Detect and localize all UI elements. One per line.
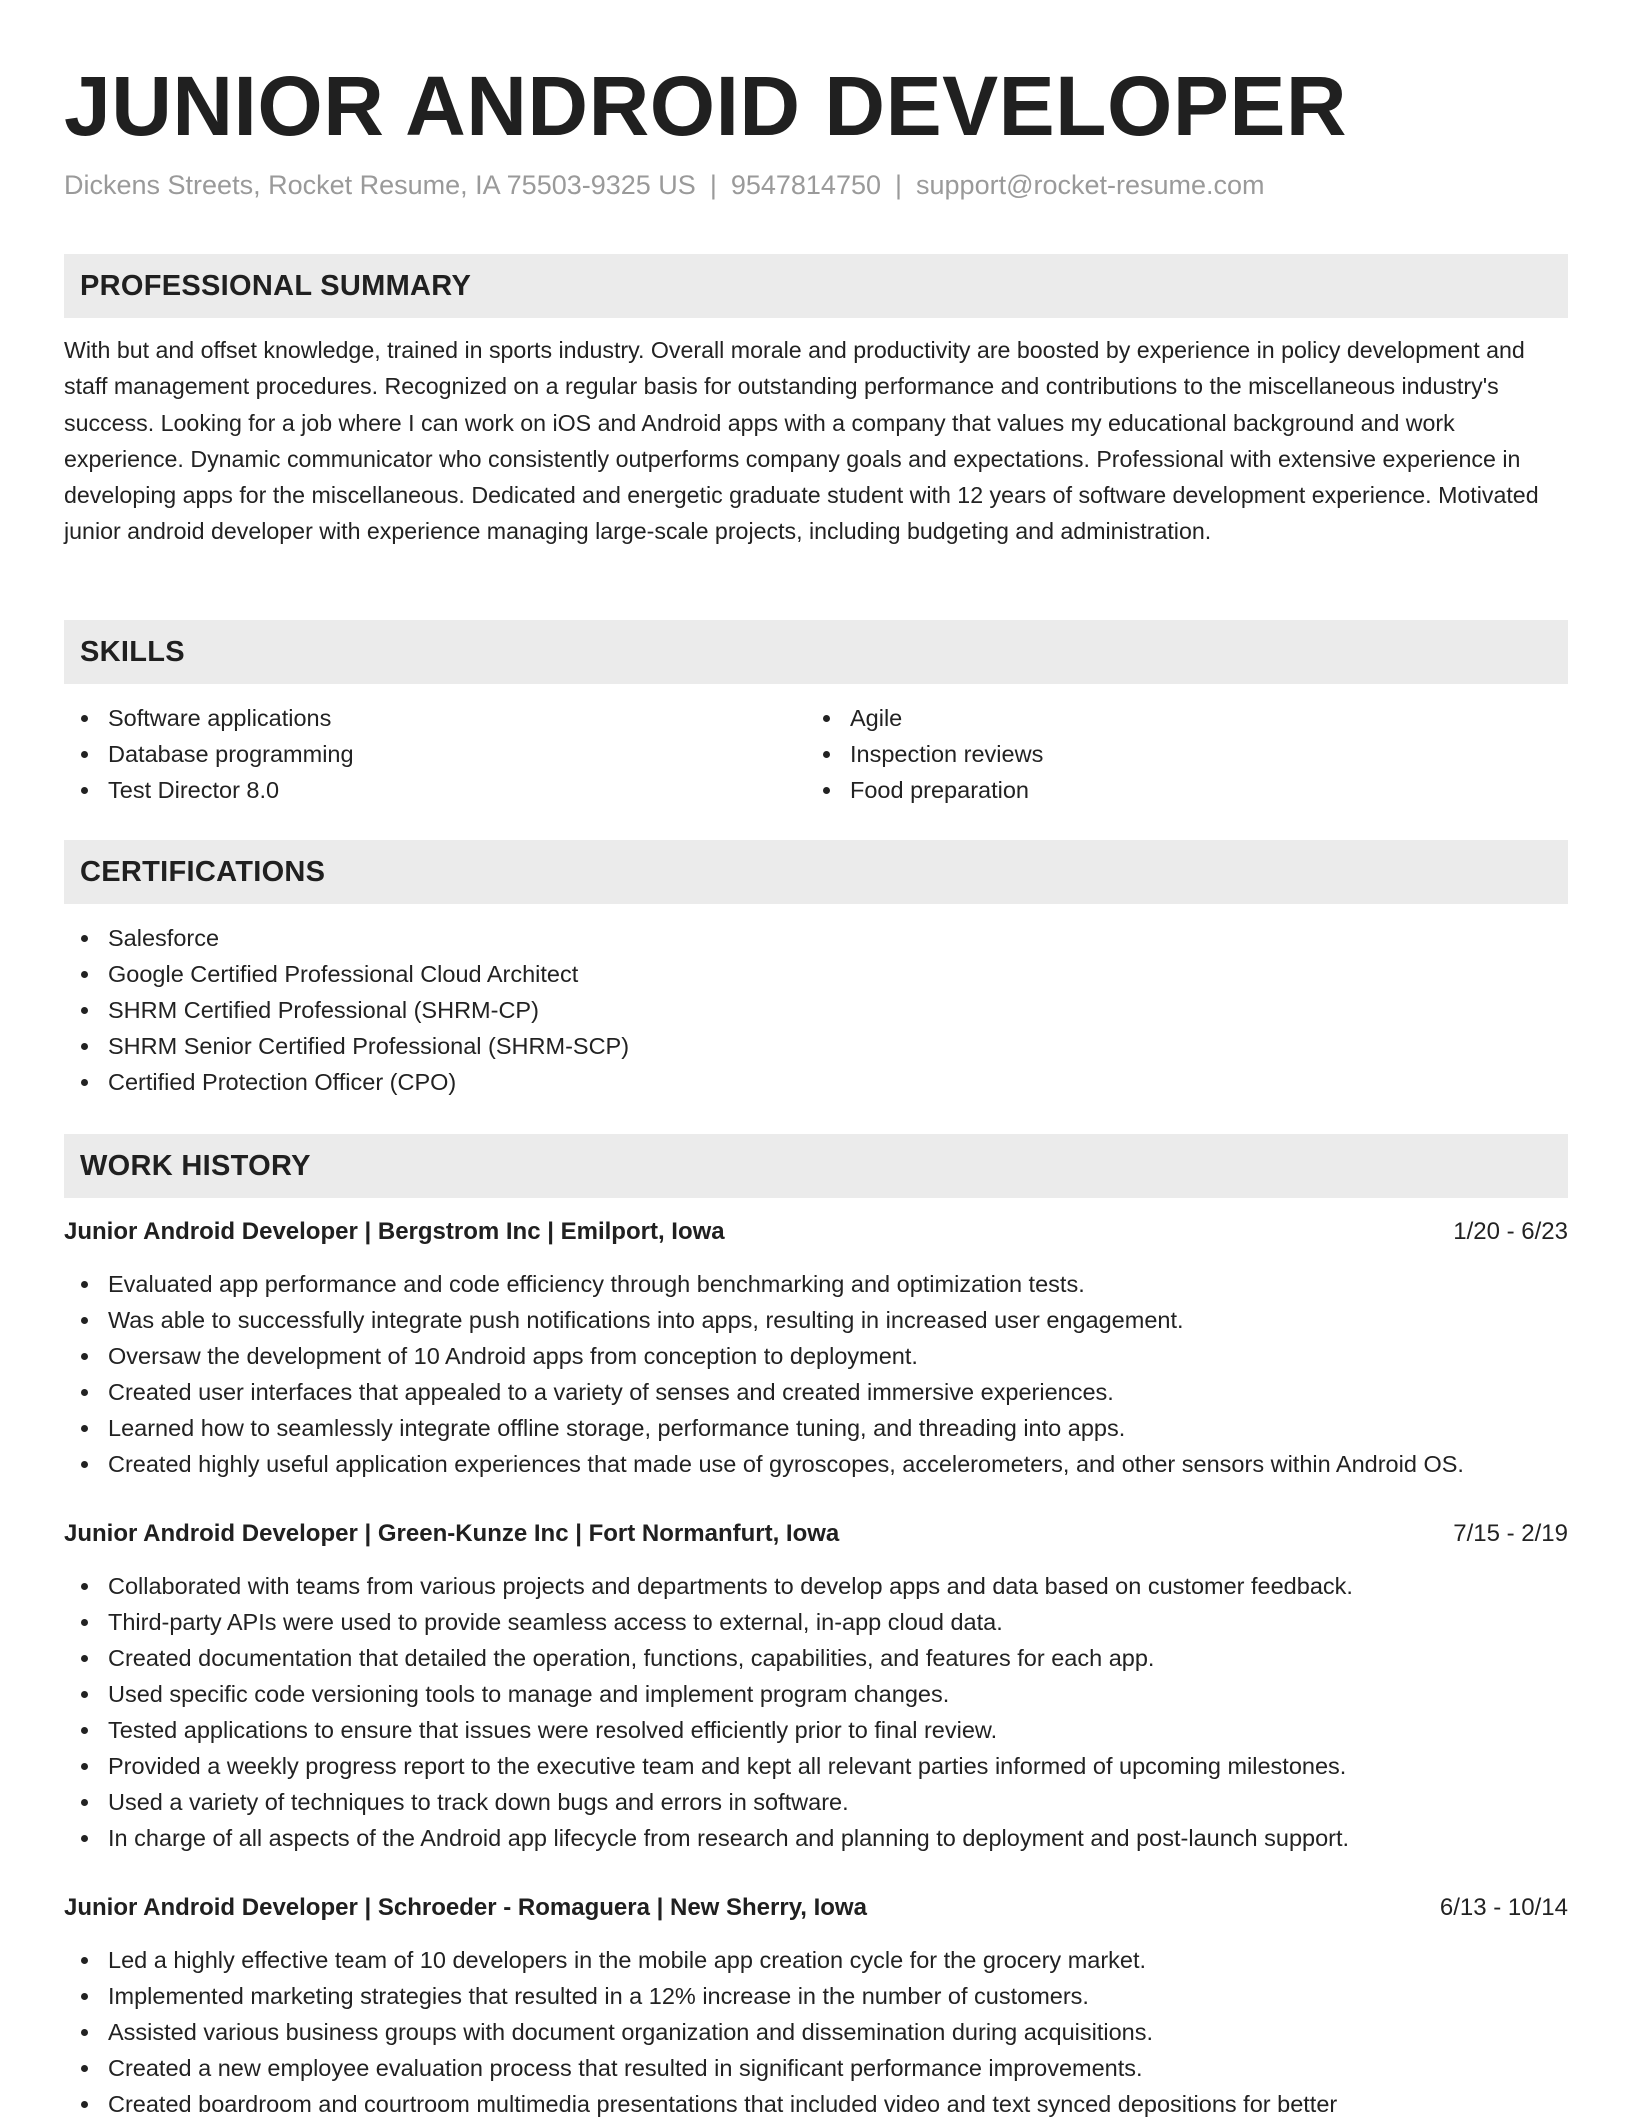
- skills-section: [64, 620, 1568, 808]
- skills-list-right: [806, 700, 1548, 808]
- job-bullets: [64, 1266, 1568, 1482]
- certifications-heading: CERTIFICATIONS: [64, 840, 1568, 904]
- job-bullet: Was able to successfully integrate push notifications into apps, resulting in increased user engagement.: [64, 1302, 1568, 1338]
- skill-item: Food preparation: [806, 772, 1548, 808]
- job-bullet: Collaborated with teams from various projects and departments to develop apps and data based on customer feedback.: [64, 1568, 1568, 1604]
- job-bullet: Provided a weekly progress report to the executive team and kept all relevant parties informed of upcoming milestones.: [64, 1748, 1568, 1784]
- job-dates: 6/13 - 10/14: [1439, 1894, 1568, 1921]
- job-bullet: Created a new employee evaluation process that resulted in significant performance improvements.: [64, 2050, 1568, 2086]
- job-header: [64, 1214, 1568, 1250]
- job-entry: [64, 1516, 1568, 1856]
- job-bullet: Used a variety of techniques to track down bugs and errors in software.: [64, 1784, 1568, 1820]
- job-bullet: Created boardroom and courtroom multimedia presentations that included video and text synced depositions for better: [64, 2086, 1568, 2122]
- candidate-name: JUNIOR ANDROID DEVELOPER: [64, 59, 1348, 153]
- job-bullet: Tested applications to ensure that issues were resolved efficiently prior to final review.: [64, 1712, 1568, 1748]
- contact-address: Dickens Streets, Rocket Resume, IA 75503-9325 US: [64, 170, 696, 200]
- certification-item: Salesforce: [64, 920, 1568, 956]
- summary-section: [64, 254, 1568, 550]
- skill-item: Database programming: [64, 736, 806, 772]
- work-history-section: [64, 1134, 1568, 2122]
- certification-item: SHRM Certified Professional (SHRM-CP): [64, 992, 1568, 1028]
- job-entry: [64, 1890, 1568, 2122]
- job-bullet: Created documentation that detailed the operation, functions, capabilities, and features for each app.: [64, 1640, 1568, 1676]
- skill-item: Test Director 8.0: [64, 772, 806, 808]
- skill-item: Inspection reviews: [806, 736, 1548, 772]
- certification-item: SHRM Senior Certified Professional (SHRM-SCP): [64, 1028, 1568, 1064]
- job-entry: [64, 1214, 1568, 1482]
- certifications-list: [64, 920, 1568, 1100]
- job-dates: 1/20 - 6/23: [1453, 1218, 1568, 1245]
- certifications-section: [64, 840, 1568, 1100]
- job-bullet: Assisted various business groups with document organization and dissemination during acquisitions.: [64, 2014, 1568, 2050]
- job-bullets: [64, 1942, 1568, 2122]
- job-bullet: Used specific code versioning tools to manage and implement program changes.: [64, 1676, 1568, 1712]
- skills-list-left: [64, 700, 806, 808]
- job-header: [64, 1890, 1568, 1926]
- skill-item: Agile: [806, 700, 1548, 736]
- contact-separator: |: [895, 170, 903, 200]
- contact-phone: 9547814750: [730, 170, 881, 200]
- job-title: Junior Android Developer | Schroeder - Romaguera | New Sherry, Iowa: [64, 1894, 867, 1921]
- skills-heading: SKILLS: [64, 620, 1568, 684]
- resume-page: [64, 0, 1568, 2117]
- job-header: [64, 1516, 1568, 1552]
- job-bullets: [64, 1568, 1568, 1856]
- summary-heading: PROFESSIONAL SUMMARY: [64, 254, 1568, 318]
- job-bullet: Oversaw the development of 10 Android apps from conception to deployment.: [64, 1338, 1568, 1374]
- certification-item: Google Certified Professional Cloud Architect: [64, 956, 1568, 992]
- job-bullet: Led a highly effective team of 10 developers in the mobile app creation cycle for the grocery market.: [64, 1942, 1568, 1978]
- contact-separator: |: [709, 170, 717, 200]
- contact-line: [64, 168, 1568, 202]
- job-bullet: Created highly useful application experiences that made use of gyroscopes, accelerometers, and other sensors within Android OS.: [64, 1446, 1568, 1482]
- job-bullet: Evaluated app performance and code efficiency through benchmarking and optimization tests.: [64, 1266, 1568, 1302]
- skills-columns: [64, 700, 1568, 808]
- job-dates: 7/15 - 2/19: [1453, 1520, 1568, 1547]
- job-bullet: Implemented marketing strategies that resulted in a 12% increase in the number of customers.: [64, 1978, 1568, 2014]
- job-bullet: Third-party APIs were used to provide seamless access to external, in-app cloud data.: [64, 1604, 1568, 1640]
- contact-email: support@rocket-resume.com: [916, 170, 1265, 200]
- summary-text: With but and offset knowledge, trained in sports industry. Overall morale and productivity are boosted by experience in policy development and staff management procedures. Recognized on a regular basis for outstanding performance and contributions to the miscellaneous industry's success. Looking for a job where I can work on iOS and Android apps with a company that values my educational background and work experience. Dynamic communicator who consistently outperforms company goals and expectations. Professional with extensive experience in developing apps for the miscellaneous. Dedicated and energetic graduate student with 12 years of software development experience. Motivated junior android developer with experience managing large-scale projects, including budgeting and administration.: [64, 337, 1539, 545]
- job-bullet: Created user interfaces that appealed to a variety of senses and created immersive experiences.: [64, 1374, 1568, 1410]
- skill-item: Software applications: [64, 700, 806, 736]
- job-bullet: In charge of all aspects of the Android app lifecycle from research and planning to deployment and post-launch support.: [64, 1820, 1568, 1856]
- job-title: Junior Android Developer | Green-Kunze Inc | Fort Normanfurt, Iowa: [64, 1520, 840, 1547]
- job-bullet: Learned how to seamlessly integrate offline storage, performance tuning, and threading into apps.: [64, 1410, 1568, 1446]
- work-history-heading: WORK HISTORY: [64, 1134, 1568, 1198]
- job-title: Junior Android Developer | Bergstrom Inc | Emilport, Iowa: [64, 1218, 725, 1245]
- certification-item: Certified Protection Officer (CPO): [64, 1064, 1568, 1100]
